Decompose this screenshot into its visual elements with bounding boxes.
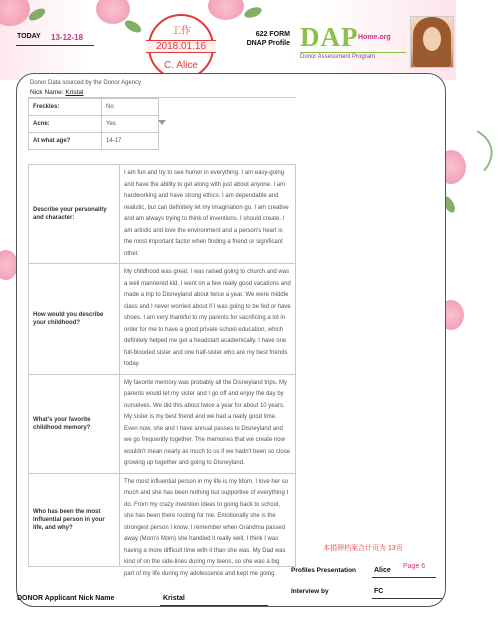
nick-name-line bbox=[30, 89, 83, 96]
logo-suffix: Home.org bbox=[358, 34, 391, 41]
applicant-underline bbox=[160, 605, 268, 606]
fact-label: Acne: bbox=[29, 116, 102, 133]
fact-label: At what age? bbox=[29, 133, 102, 150]
table-row bbox=[29, 133, 159, 150]
quick-facts-table bbox=[28, 98, 159, 150]
table-row bbox=[29, 264, 296, 375]
nick-name-label: Nick Name: bbox=[30, 89, 64, 96]
table-row bbox=[29, 374, 296, 473]
applicant-label: DONOR Applicant Nick Name bbox=[17, 595, 115, 602]
photo-face bbox=[423, 27, 441, 51]
form-title bbox=[238, 30, 290, 48]
form-subtitle: DNAP Profile bbox=[246, 40, 290, 47]
table-row bbox=[29, 99, 159, 116]
answer-text-clip: The most influential person in my life is my Mom. I love her so much and she has been nothing but supportive of everything I do. From my crazy invention ideas to going back to school, she has been there rooting for me. Emotionally she is the strongest person I know. I remember when Grandma passed away (Mom's Mom) she handled it really well, I think I was having a more difficult time with it than she was. My Dad was kind of on the side-lines during my teens, so she was a big part of my life during my adolescence and kept me going bbox=[124, 478, 289, 577]
presentation-value: Alice bbox=[374, 567, 391, 574]
form-number: 622 FORM bbox=[255, 31, 290, 38]
question-label: How would you describe your childhood? bbox=[29, 264, 120, 375]
today-label: TODAY bbox=[17, 33, 41, 40]
applicant-value: Kristal bbox=[163, 595, 185, 602]
table-row bbox=[29, 165, 296, 264]
answer-text: My favorite memory was probably all the Disneyland trips. My parents would let my sister and I go off and enjoy the day by ourselves. We did this about twice a year for about 10 years. My sister is my best friend and we had a really good time. Even now, she and I have annual passes to Disneyland and we go frequently together. The memories that we create now wouldn't mean nearly as much to us if we hadn't been so close growing up together and going to Disneyland. bbox=[120, 374, 296, 473]
answer-text bbox=[120, 473, 296, 577]
nick-name-value: Kristal bbox=[65, 89, 84, 96]
fact-value: Yes bbox=[102, 116, 159, 133]
logo-tagline: Donor Assessment Program bbox=[300, 52, 406, 60]
data-source-note: Donor Data sourced by the Donor Agency bbox=[30, 80, 142, 86]
interview-underline bbox=[372, 598, 442, 599]
answer-text: I am fun and try to see humor in everything. I am easy-going and have the ability to get along with just about anyone. I am hardworking and have strong ethics. I am dependable and realistic, but can definitely let my imagination go. I am creative and am always trying to think of inventions. I should create. I am artistic and love the environment and a person's heart is the most important factor when finding a friend or significant other. bbox=[120, 165, 296, 264]
stamp-top-text: 工作 bbox=[171, 26, 191, 37]
questions-table bbox=[28, 164, 296, 577]
page-count-note: 本捐卵档案合计页为 13页 bbox=[323, 545, 403, 552]
presentation-underline bbox=[372, 577, 436, 578]
today-date: 13-12-18 bbox=[51, 33, 84, 42]
dap-logo: DAP bbox=[300, 22, 359, 52]
today-underline bbox=[16, 45, 94, 46]
stamp-date: 2018.01.16 bbox=[146, 40, 216, 53]
fact-label: Freckles: bbox=[29, 99, 102, 116]
page-number: Page 6 bbox=[403, 563, 426, 570]
presentation-label: Profiles Presentation bbox=[291, 567, 357, 574]
interview-label: Interview by bbox=[291, 588, 329, 595]
question-label: Who has been the most influential person in your life, and why? bbox=[29, 473, 120, 566]
fact-value: 14-17 bbox=[102, 133, 159, 150]
donor-photo bbox=[410, 16, 454, 68]
interview-value: FC bbox=[374, 588, 384, 595]
question-label: What's your favorite childhood memory? bbox=[29, 374, 120, 473]
table-row bbox=[29, 116, 159, 133]
approval-stamp bbox=[148, 14, 214, 80]
dropdown-marker-icon bbox=[158, 120, 166, 125]
answer-text: My childhood was great. I was raised going to church and was a well mannered kid. I went on a few really good vacations and made a trip to Disneyland about twice a year. We were middle class and I never worried about if I was going to be fed or have shoes. I am very thankful to my parents for sacrificing a lot in order for me to have a good private school education, which definitely helped me get a headstart academically. I have one full-blooded sister and one half-sister who are my best friends today. bbox=[120, 264, 296, 375]
stamp-name: C. Alice bbox=[164, 60, 198, 71]
fact-value: No bbox=[102, 99, 159, 116]
question-label: Describe your personality and character: bbox=[29, 165, 120, 264]
table-row bbox=[29, 473, 296, 566]
